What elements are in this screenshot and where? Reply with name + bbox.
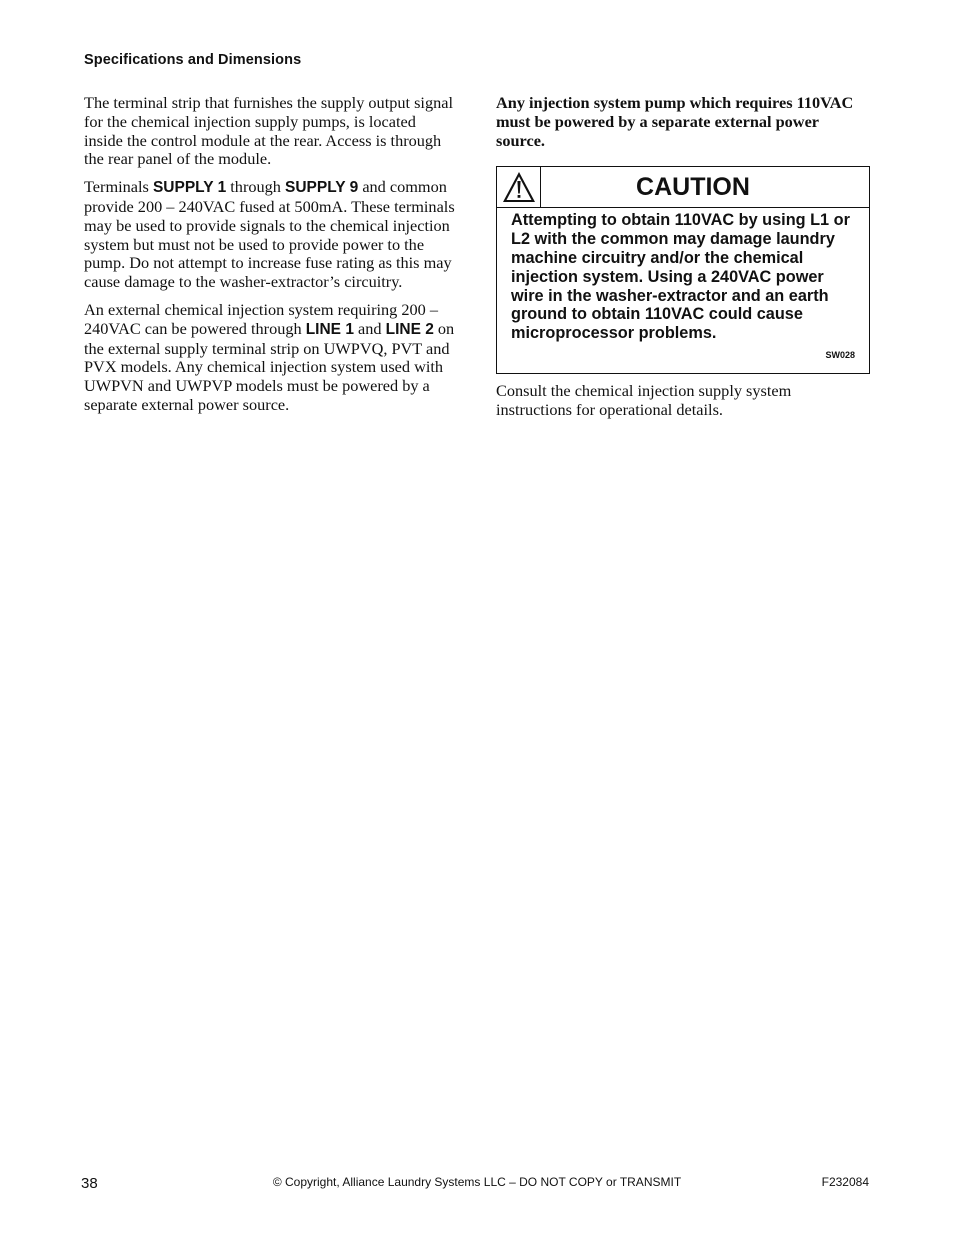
caution-header	[497, 167, 869, 208]
caution-box	[496, 166, 870, 373]
bold-power-note: Any injection system pump which requires 110VAC must be powered by a separate external power source.	[496, 93, 854, 150]
document-id: F232084	[821, 1175, 869, 1189]
caution-code: SW028	[825, 349, 855, 360]
warning-triangle-icon	[497, 167, 541, 207]
copyright-notice: © Copyright, Alliance Laundry Systems LLC – DO NOT COPY or TRANSMIT	[272, 1175, 682, 1189]
caution-text: Attempting to obtain 110VAC by using L1 or L2 with the common may damage laundry machine circuitry and/or the chemical injection system. Using a 240VAC power wire in the washer-extractor and an earth ground to obtain 110VAC could cause microprocessor problems.	[511, 211, 850, 343]
text-run: and	[353, 318, 386, 338]
page-number: 38	[81, 1175, 98, 1192]
caution-title: CAUTION	[636, 173, 750, 202]
text-run: on the external supply terminal strip on UWPVQ, PVT and PVX models. Any chemical injection system used with UWPVN and UWPVP models must be powered by a separate external power source.	[84, 318, 455, 414]
text-run: Terminals	[84, 177, 153, 197]
term-line-2: LINE 2	[385, 320, 434, 338]
left-column	[84, 94, 458, 424]
term-line-1: LINE 1	[305, 320, 354, 338]
caution-body	[497, 208, 869, 372]
term-supply-1: SUPPLY 1	[152, 179, 227, 197]
text-run: through	[226, 177, 285, 197]
paragraph-consult: Consult the chemical injection supply system instructions for operational details.	[496, 380, 792, 419]
section-title: Specifications and Dimensions	[84, 52, 302, 68]
term-supply-9: SUPPLY 9	[285, 179, 359, 197]
text-run: An external chemical injection system requiring 200 – 240VAC can be powered through	[84, 299, 439, 338]
paragraph-terminal-strip: The terminal strip that furnishes the supply output signal for the chemical injection supply pumps, is located inside the control module at the rear. Access is through the rear panel of the module.	[84, 93, 453, 169]
text-run: and common provide 200 – 240VAC fused at 500mA. These terminals may be used to provide signals to the chemical injection system but must not be used to provide power to the pump. Do not attempt to increase fuse rating as this may cause damage to the washer-extractor’s circuitry.	[84, 177, 455, 292]
paragraph-external-system	[84, 301, 458, 415]
right-column	[496, 94, 870, 428]
paragraph-supply-terminals	[84, 178, 458, 292]
